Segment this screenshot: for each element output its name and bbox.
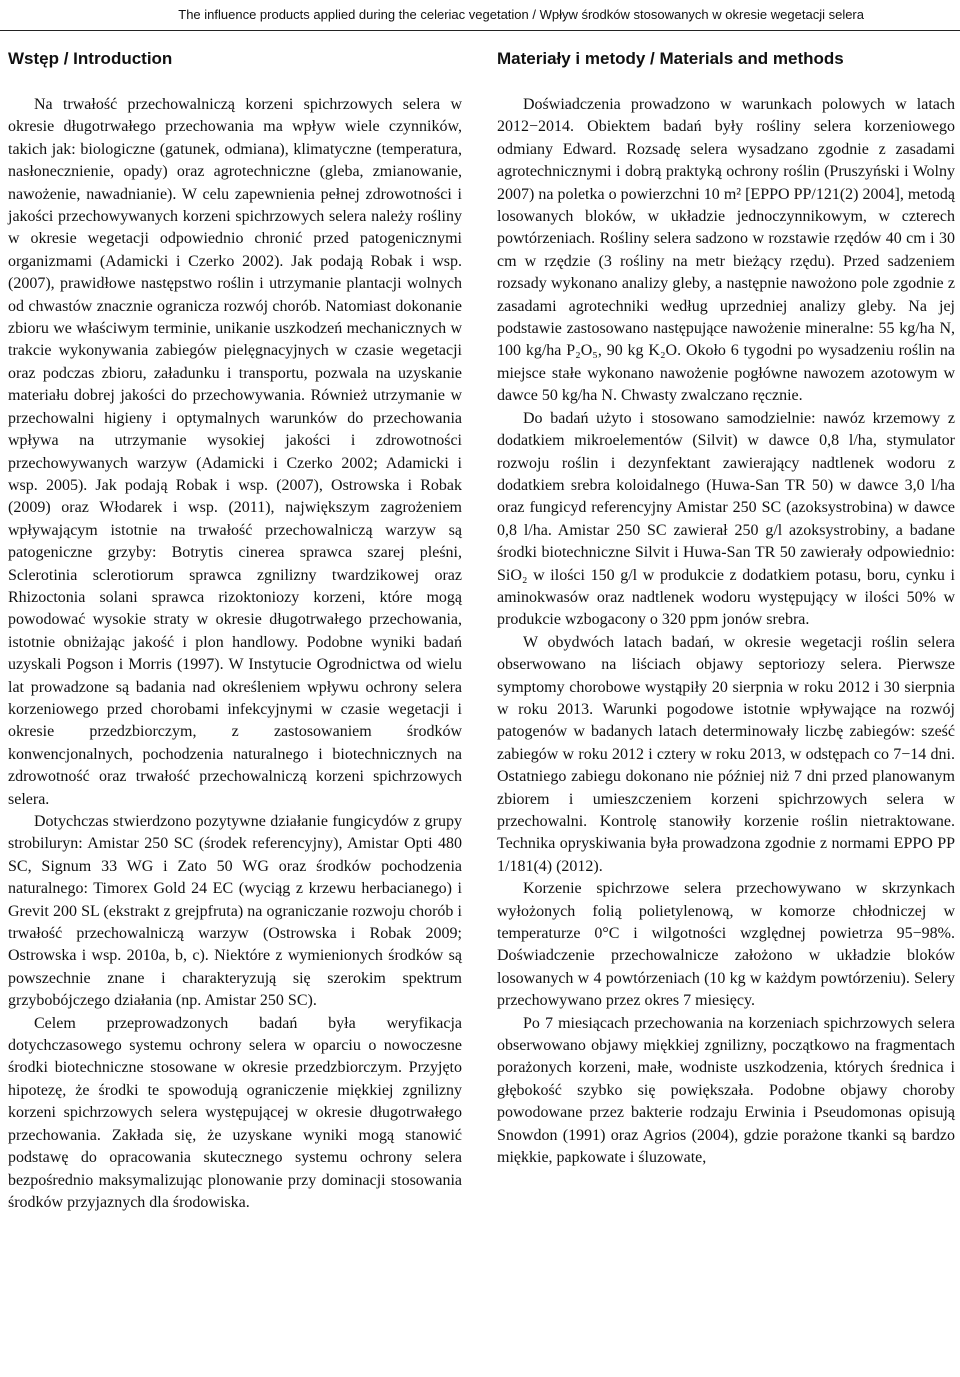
paragraph: Doświadczenia prowadzono w warunkach polowych w latach 2012−2014. Obiektem badań były rośliny selera korzeniowego odmiany Edward. Rozsadę selera wysadzano zgodnie z zasadami agrotechnicznymi i dobrą praktyką ochrony roślin (Pruszyński i Wolny 2007) na poletka o powierzchni 10 m² [EPPO PP/121(2) 2004], metodą losowanych bloków, w układzie jednoczynnikowym, w czterech powtórzeniach. Rośliny selera sadzono w rozstawie rzędów 40 cm i 30 cm w rzędzie (3 rośliny na metr bieżący rzędu). Przed sadzeniem rozsady wykonano analizy gleby, a następnie nawożono pole zgodnie z zasadami agrotechniki według uprzedniej analizy gleby. Na jej podstawie zastosowano następujące nawożenie mineralne: 55 kg/ha N, 100 kg/ha P₂O₅, 90 kg K₂O. Około 6 tygodni po wysadzeniu roślin na miejsce stałe wykonano nawożenie pogłówne nawozem azotowym w dawce 50 kg/ha N. Chwasty zwalczano ręcznie. bbox=[497, 96, 955, 405]
paragraph: Po 7 miesiącach przechowania na korzeniach spichrzowych selera obserwowano objawy miękkiej zgnilizny, początkowo na fragmentach porażonych korzeni, małe, wodniste uszkodzenia, których średnica i głębokość szybko się powiększała. Podobne objawy choroby powodowane przez bakterie rodzaju Erwinia i Pseudomonas opisują Snowdon (1991) oraz Agrios (2004), gdzie porażone tkanki są bardzo miękkie, papkowate i śluzowate, bbox=[497, 1014, 955, 1167]
paragraph: Do badań użyto i stosowano samodzielnie: nawóz krzemowy z dodatkiem mikroelementów (Silvit) w dawce 0,8 l/ha, stymulator rozwoju roślin i dezynfektant zawierający nadtlenek wodoru z dodatkiem srebra koloidalnego (Huwa-San TR 50) w dawce 3,0 l/ha oraz fungicyd referencyjny Amistar 250 SC (azoksystrobina) w dawce 0,8 l/ha. Amistar 250 SC zawierał 250 g/l azoksystrobiny, a badane środki biotechniczne Silvit i Huwa-San TR 50 zawierały odpowiednio: SiO₂ w ilości 150 g/l w produkcie z dodatkiem potasu, boru, cynku i aminokwasów oraz nadtlenek wodoru występujący w ilości 50% w produkcie wzbogacony o 320 ppm jonów srebra. bbox=[497, 409, 955, 629]
section-heading-materials-methods: Materiały i metody / Materials and methods bbox=[497, 49, 844, 68]
running-header bbox=[0, 6, 960, 31]
left-column bbox=[8, 48, 462, 1214]
running-title: The influence products applied during the celeriac vegetation / Wpływ środków stosowanych w okresie wegetacji selera bbox=[178, 7, 864, 22]
paragraph: Na trwałość przechowalniczą korzeni spichrzowych selera w okresie długotrwałego przechowania ma wpływ wiele czynników, takich jak: biologiczne (gatunek, odmiana), klimatyczne (temperatura, nasłonecznienie, opady) oraz agrotechniczne (gleba, zmianowanie, nawożenie, nawadnianie). W celu zapewnienia pełnej zdrowotności i jakości przechowywanych korzeni spichrzowych selera należy rośliny w okresie wegetacji odpowiednio chronić przed patogenicznymi organizmami (Adamicki i Czerko 2002). Jak podają Robak i wsp. (2007), prawidłowe następstwo roślin i utrzymanie plantacji wolnych od chwastów znacznie ogranicza rozwój chorób. Natomiast dokonanie zbioru we właściwym terminie, unikanie uszkodzeń mechanicznych w trakcie wykonywania zabiegów pielęgnacyjnych w czasie wegetacji oraz podczas zbioru, załadunku i transportu, pozwala na uzyskanie materiału dobrej jakości do przechowywania. Również utrzymanie w przechowalni higieny i optymalnych warunków do przechowania wpływa na utrzymanie wysokiej jakości i zdrowotności przechowywanych warzyw (Adamicki i Czerko 2002; Adamicki i wsp. 2005). Jak podają Robak i wsp. (2007), Ostrowska i Robak (2009) oraz Włodarek i wsp. (2011), największym zagrożeniem wpływającym istotnie na trwałość przechowalniczą warzyw są patogeniczne grzyby: Botrytis cinerea sprawca szarej pleśni, Sclerotinia sclerotiorum sprawca zgnilizny twardzikowej oraz Rhizoctonia solani sprawca rizoktoniozy korzeni, które mogą powodować wysokie straty w okresie długotrwałego przechowania, istotnie obniżając jakość i plon handlowy. Podobne wyniki badań uzyskali Pogson i Morris (1997). W Instytucie Ogrodnictwa od wielu lat prowadzone są badania nad określeniem wpływu ochrony selera korzeniowego przed chorobami infekcyjnymi w czasie wegetacji i okresie przedzbiorczym, z zastosowaniem środków konwencjonalnych, pochodzenia naturalnego i biotechnicznych na zdrowotność oraz trwałość przechowalniczą korzeni spichrzowych selera. bbox=[8, 96, 462, 808]
paragraph: Celem przeprowadzonych badań była weryfikacja dotychczasowego systemu ochrony selera w oparciu o nowoczesne środki biotechniczne stosowane w okresie przedzbiorczym. Przyjęto hipotezę, że środki te spowodują ograniczenie miękkiej zgnilizny korzeni spichrzowych selera występującej w okresie długotrwałego przechowania. Zakłada się, że uzyskane wyniki mogą stanowić podstawę do opracowania skutecznego systemu ochrony selera bezpośrednio maksymalizując plonowanie przy dominacji stosowania środków przyjaznych dla środowiska. bbox=[8, 1014, 462, 1211]
paragraph: W obydwóch latach badań, w okresie wegetacji roślin selera obserwowano na liściach objawy septoriozy selera. Pierwsze symptomy chorobowe wystąpiły 20 sierpnia w roku 2012 i 30 sierpnia w roku 2013. Warunki pogodowe istotnie wpływające na rozwój patogenów w badanych latach determinowały liczbę zabiegów: sześć zabiegów w roku 2012 i cztery w roku 2013, w odstępach co 7−14 dni. Ostatniego zabiegu dokonano nie później niż 7 dni przed planowanym zbiorem i umieszczeniem korzeni spichrzowych selera w przechowalni. Kontrolę stanowiły korzenie roślin nietraktowane. Technika opryskiwania była prowadzona zgodnie z normami EPPO PP 1/181(4) (2012). bbox=[497, 633, 955, 875]
methods-body bbox=[497, 94, 955, 1170]
right-column bbox=[497, 48, 955, 1170]
paragraph: Dotychczas stwierdzono pozytywne działanie fungicydów z grupy strobiluryn: Amistar 250 SC (środek referencyjny), Amistar Opti 480 SC, Signum 33 WG i Zato 50 WG oraz środków pochodzenia naturalnego: Timorex Gold 24 EC (wyciąg z krzewu herbacianego) i Grevit 200 SL (ekstrakt z grejpfruta) na ograniczanie rozwoju chorób i trwałość przechowalniczą warzyw (Ostrowska i Robak 2009; Ostrowska i wsp. 2010a, b, c). Niektóre z wymienionych środków są powszechnie znane i charakteryzują się szerokim spektrum grzybobójczego działania (np. Amistar 250 SC). bbox=[8, 813, 462, 1010]
section-heading-introduction: Wstęp / Introduction bbox=[8, 49, 173, 68]
paragraph: Korzenie spichrzowe selera przechowywano w skrzynkach wyłożonych folią polietylenową, w komorze chłodniczej w temperaturze 0°C i wilgotności względnej powietrza 95−98%. Doświadczenie przechowalnicze założono w układzie bloków losowanych w 4 powtórzeniach (10 kg w każdym powtórzeniu). Selery przechowywano przez okres 7 miesięcy. bbox=[497, 880, 955, 1010]
introduction-body bbox=[8, 94, 462, 1214]
